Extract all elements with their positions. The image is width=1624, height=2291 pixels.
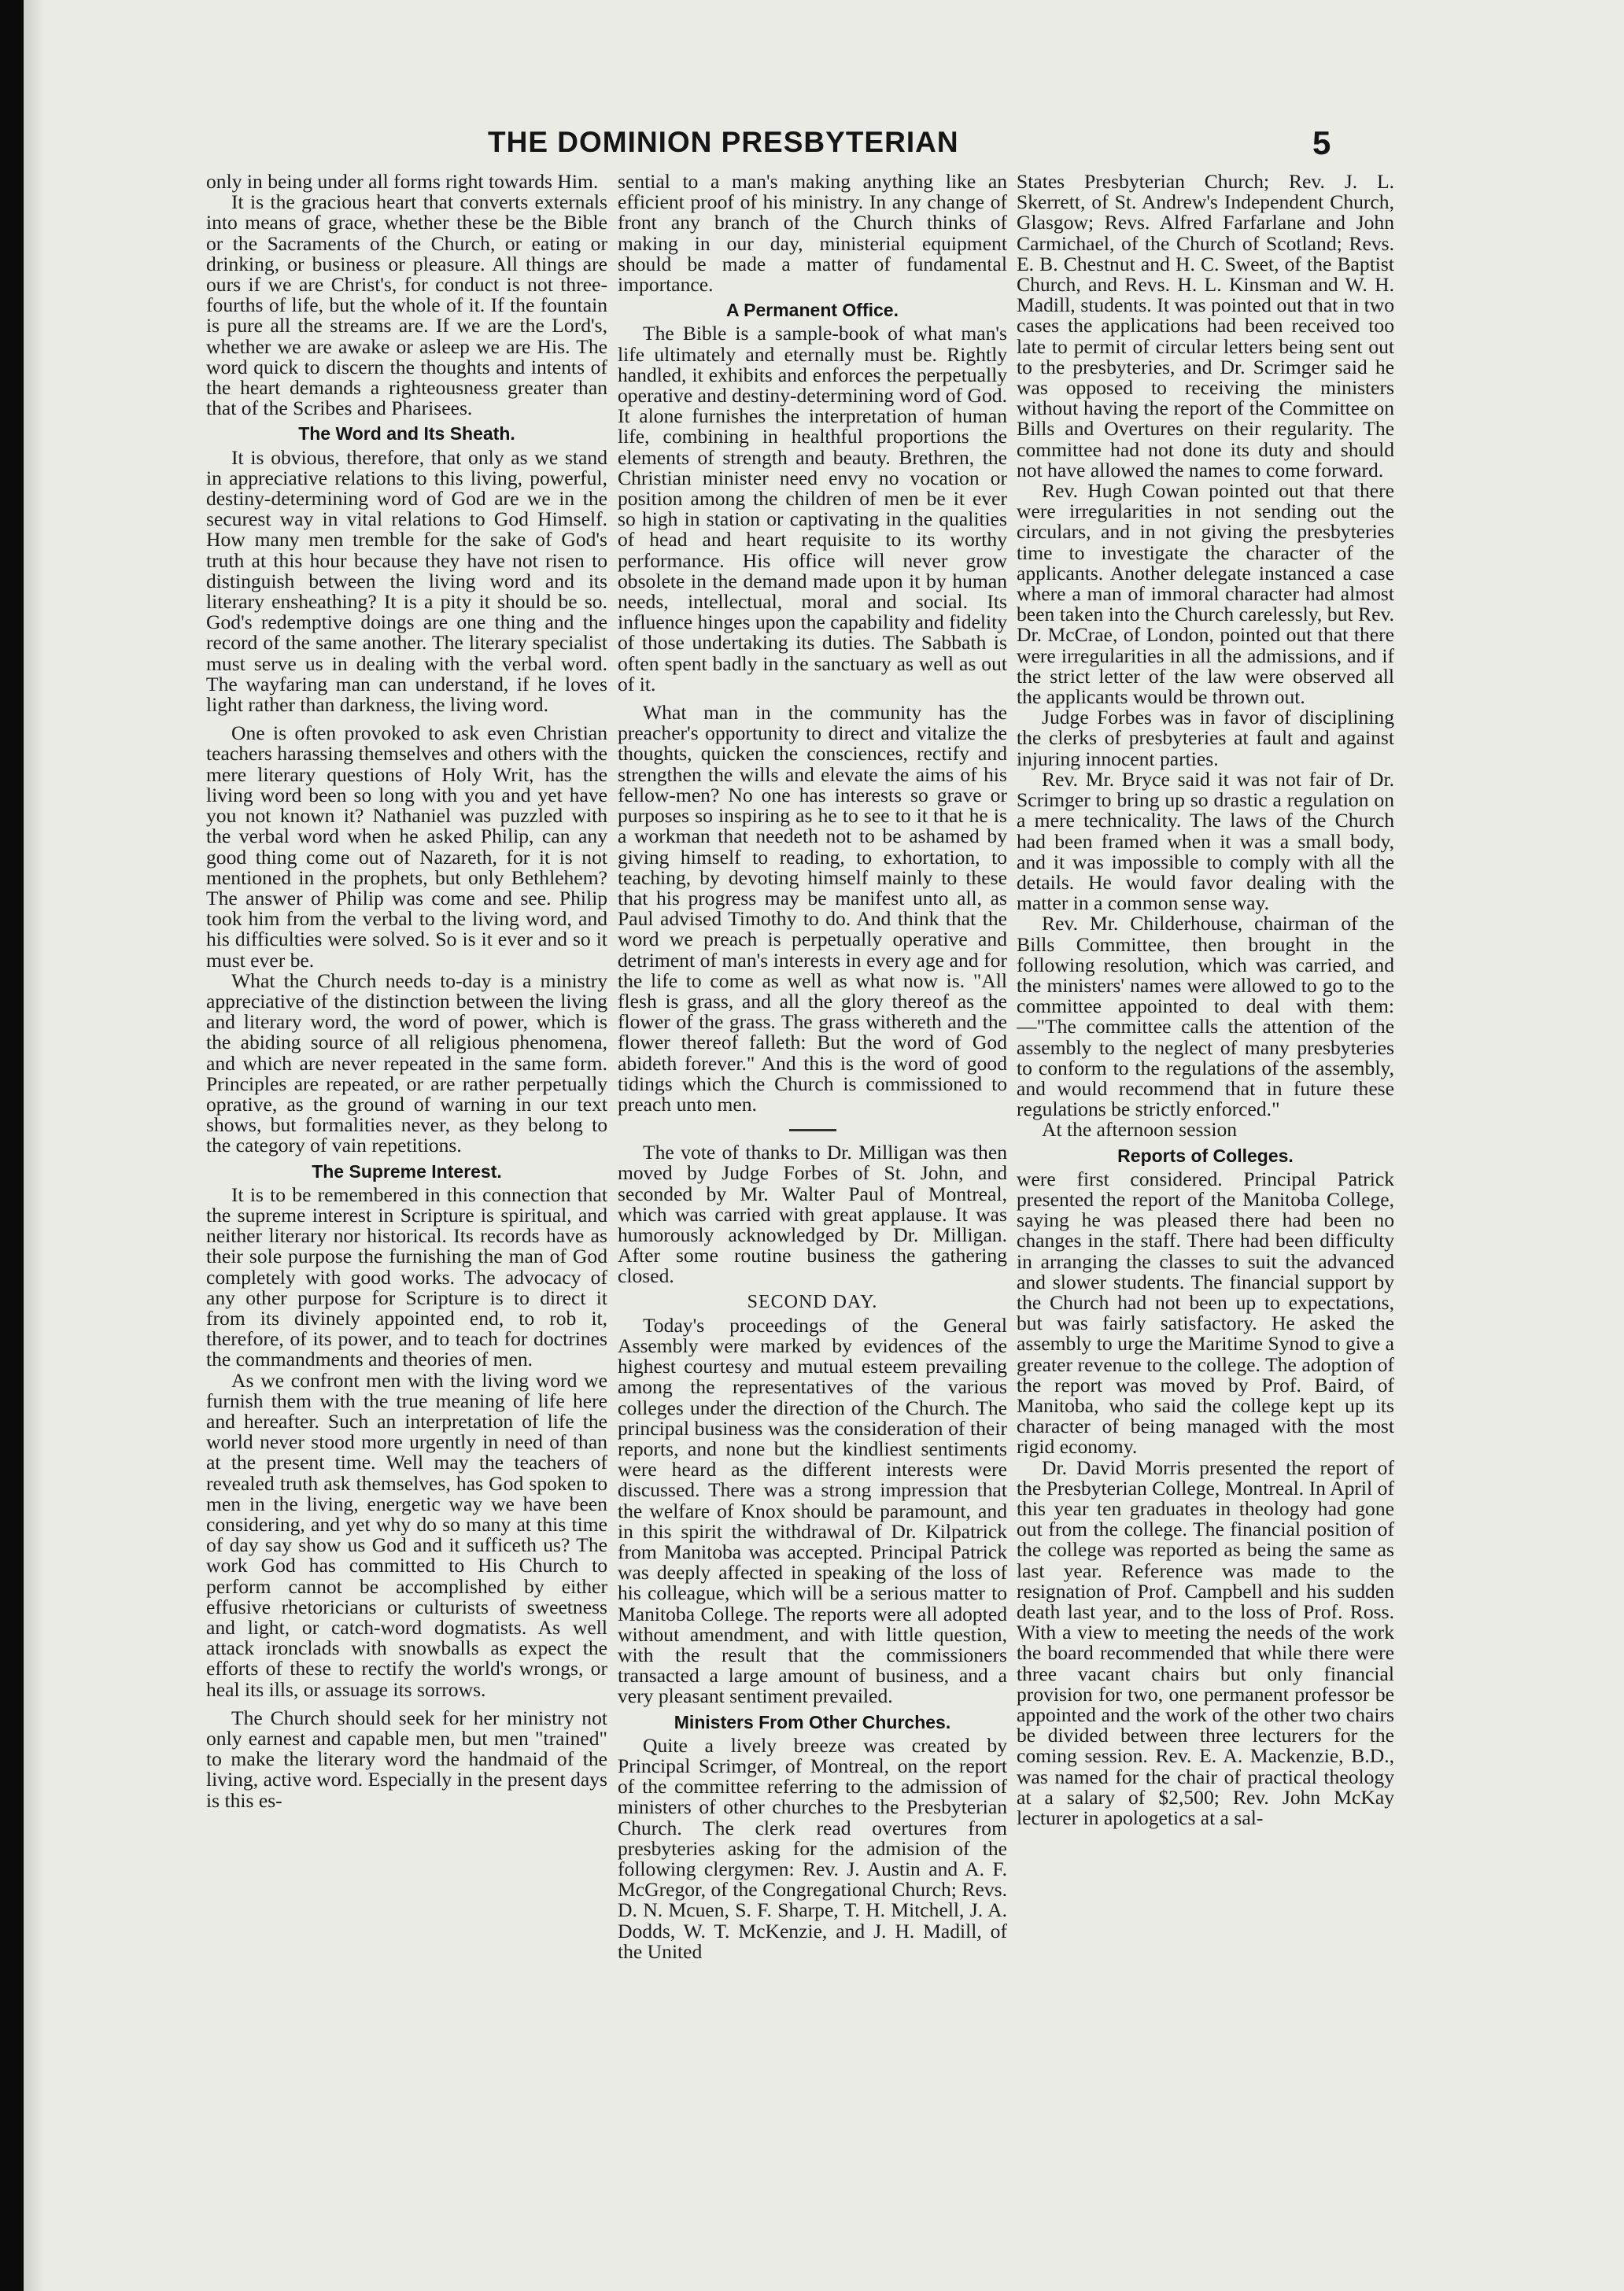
newspaper-page [24,0,1624,2291]
column-2 [618,172,1007,2249]
section-heading: SECOND DAY. [747,1291,878,1312]
publication-title: THE DOMINION PRESBYTERIAN [488,126,959,158]
paragraph: What the Church needs to-day is a ministry appreciative of the distinction between the living and literary word, the word of power, which is the abiding source of all religious phenomena, and which are never repeated in the same form. Principles are repeated, or are rather perpetually oprative, as the ground of warning in our text shows, but formalities never, as they belong to the category of vain repetitions. [206,968,607,1157]
paragraph: It is to be remembered in this connection that the supreme interest in Scripture is spiritual, and neither literary nor historical. Its records have as their sole purpose the furnishing the man of God completely with good works. The advocacy of any other purpose for Scripture is to direct it from its divinely appointed end, to rob it, therefore, of its power, and to teach for doctrines the commandments and theories of men. [206,1182,607,1371]
paragraph: The vote of thanks to Dr. Milligan was then moved by Judge Forbes of St. John, and seconded by Mr. Walter Paul of Montreal, which was carried with great applause. It was humorously acknowledged by Dr. Milligan. After some routine business the gathering closed. [618,1141,1007,1288]
paragraph: were first considered. Principal Patrick presented the report of the Manitoba College, saying he was pleased there had been no changes in the staff. There had been difficulty in arranging the classes to suit the advanced and slower students. The financial support by the Church had not been up to expectations, but was fairly satisfactory. He asked the assembly to urge the Maritime Synod to give a greater revenue to the college. The adoption of the report was moved by Prof. Baird, of Manitoba, who said the college kept up its character of being managed with the most rigid economy. [1017,1167,1394,1459]
paragraph: Rev. Hugh Cowan pointed out that there were irregularities in not sending out the circulars, and in not giving the presbyteries time to investigate the character of the applicants. Another delegate instanced a case where a man of immoral character had almost been taken into the Church carelessly, but Rev. Dr. McCrae, of London, pointed out that there were irregularities in all the admissions, and if the strict letter of the law were observed all the applicants would be thrown out. [1017,479,1394,709]
column-3 [1017,172,1394,2249]
paragraph: sential to a man's making anything like an efficient proof of his ministry. In any change of front any branch of the Church thinks of making in our day, ministerial equipment should be made a matter of fundamental importance. [618,172,1007,297]
section-heading: Reports of Colleges. [1117,1145,1294,1166]
section-rule [789,1129,836,1131]
page-number: 5 [1312,124,1331,161]
section-heading: Ministers From Other Churches. [674,1711,951,1732]
paragraph: At the afternoon session [1042,1118,1238,1142]
paragraph: Judge Forbes was in favor of disciplining the clerks of presbyteries at fault and against injuring innocent parties. [1017,706,1394,770]
paragraph: What man in the community has the preacher's opportunity to direct and vitalize the thoughts, quicken the consciences, rectify and strengthen the wills and elevate the aims of his fellow-men? No one has interests so grave or purposes so inspiring as he to see to it that he is a workman that needeth not to be ashamed by giving himself to reading, to exhortation, to teaching, by devoting himself mainly to these that his progress may be manifest unto all, as Paul advised Timothy to do. And think that the word we preach is perpetually operative and detriment of man's interests in every age and for the life to come as well as what now is. "All flesh is grass, and all the glory thereof as the flower of the grass. The grass withereth and the flower thereof falleth: But the word of God abideth forever." And this is the word of good tidings which the Church is commissioned to preach unto men. [618,701,1007,1116]
paragraph: It is obvious, therefore, that only as we stand in appreciative relations to this living, powerful, destiny-determining word of God are we in the securest way in vital relations to God Himself. How many men tremble for the sake of God's truth at this hour because they have not risen to distinguish between the living word and its literary ensheathing? It is a pity it should be so. God's redemptive doings are one thing and the record of the same another. The literary specialist must serve us in dealing with the verbal word. The wayfaring man can understand, if he loves light rather than darkness, the living word. [206,445,607,717]
paragraph: Dr. David Morris presented the report of the Presbyterian College, Montreal. In April of this year ten graduates in theology had gone out from the college. The financial position of the college was reported as being the same as last year. Reference was made to the resignation of Prof. Campbell and his sudden death last year, and to the loss of Prof. Ross. With a view to meeting the needs of the work the board recommended that while there were three vacant chairs but only financial provision for two, one permanent professor be appointed and the work of the other two chairs be divided between three lecturers for the coming session. Rev. E. A. Mackenzie, B.D., was named for the chair of practical theology at a salary of $2,500; Rev. John McKay lecturer in apologetics at a sal- [1017,1455,1394,1830]
paragraph: States Presbyterian Church; Rev. J. L. Skerrett, of St. Andrew's Independent Church, Glasgow; Revs. Alfred Farfarlane and John Carmichael, of the Church of Scotland; Revs. E. B. Chestnut and H. C. Sweet, of the Baptist Church, and Revs. H. L. Kinsman and W. H. Madill, students. It was pointed out that in two cases the applications had been received too late to permit of circular letters being sent out to the presbyteries, and Dr. Scrimger said he was opposed to receiving the ministers without having the report of the Committee on Bills and Overtures on their regularity. The committee had not done its duty and should not have allowed the names to come forward. [1017,172,1394,481]
paragraph: One is often provoked to ask even Christian teachers harassing themselves and others with the mere literary questions of Holy Writ, has the living word been so long with you and yet have you not known it? Nathaniel was puzzled with the verbal word when he asked Philip, can any good thing come out of Nazareth, for it is not mentioned in the prophets, but only Bethlehem? The answer of Philip was come and see. Philip took him from the verbal to the living word, and his difficulties were solved. So is it ever and so it must ever be. [206,721,607,972]
paragraph: The Bible is a sample-book of what man's life ultimately and eternally must be. Rightly handled, it exhibits and enforces the perpetually operative and destiny-determining word of God. It alone furnishes the interpretation of human life, combining in healthful proportions the elements of strength and beauty. Brethren, the Christian minister need envy no vocation or position among the children of men be it ever so high in station or captivating in the qualities of head and heart requisite to its worthy performance. His office will never grow obsolete in the demand made upon it by human needs, intellectual, moral and social. Its influence hinges upon the capability and fidelity of those undertaking its duties. The Sabbath is often spent badly in the sanctuary as well as out of it. [618,322,1007,695]
paragraph: Today's proceedings of the General Assembly were marked by evidences of the highest courtesy and mutual esteem prevailing among the representatives of the various colleges under the direction of the Church. The principal business was the consideration of their reports, and none but the kindliest sentiments were heard as the different interests were discussed. There was a strong impression that the welfare of Knox should be paramount, and in this spirit the withdrawal of Dr. Kilpatrick from Manitoba was accepted. Principal Patrick was deeply affected in speaking of the loss of his colleague, which will be a serious matter to Manitoba College. The reports were all adopted without amendment, and with little question, with the result that the commissioners transacted a large amount of business, and a very pleasant sentiment prevailed. [618,1313,1007,1708]
paragraph: only in being under all forms right towards Him. [206,172,599,193]
masthead [24,123,1624,170]
paragraph: Rev. Mr. Childerhouse, chairman of the Bills Committee, then brought in the following resolution, which was carried, and the ministers' names were allowed to go to the committee appointed to deal with them:—"The committee calls the attention of the assembly to the neglect of many presbyteries to conform to the regulations of the assembly, and would recommend that in future these regulations be strictly enforced." [1017,912,1394,1121]
paragraph: Rev. Mr. Bryce said it was not fair of Dr. Scrimger to bring up so drastic a regulation on a mere technicality. The laws of the Church had been framed when it was a small body, and it was impossible to comply with all the details. He would favor dealing with the matter in a common sense way. [1017,767,1394,915]
section-heading: The Supreme Interest. [312,1160,502,1182]
paragraph: Quite a lively breeze was created by Principal Scrimger, of Montreal, on the report of the committee referring to the admission of ministers of other churches to the Presbyterian Church. The clerk read overtures from presbyteries asking for the admision of the following clergymen: Rev. J. Austin and A. F. McGregor, of the Congregational Church; Revs. D. N. Mcuen, S. F. Sharpe, T. H. Mitchell, J. A. Dodds, W. T. McKenzie, and J. H. Madill, of the United [618,1733,1007,1963]
paragraph: As we confront men with the living word we furnish them with the true meaning of life here and hereafter. Such an interpretation of life the world never stood more urgently in need of than at the present time. Well may the teachers of revealed truth ask themselves, has God spoken to men in the living, energetic way we have been considering, and yet why do so many at this time of day say show us God and it sufficeth us? The work God has committed to His Church to perform cannot be accomplished by either effusive rhetoricians or culturists of sweetness and light, or catch-word dogmatists. As well attack ironclads with snowballs as expect the efforts of these to rectify the world's wrongs, or heal its ills, or assuage its sorrows. [206,1368,607,1701]
paragraph: The Church should seek for her ministry not only earnest and capable men, but men "trained" to make the literary word the handmaid of the living, active word. Especially in the present days is this es- [206,1706,607,1812]
section-heading: The Word and Its Sheath. [298,423,515,445]
column-1 [206,172,607,2249]
paragraph: It is the gracious heart that converts externals into means of grace, whether these be the Bible or the Sacraments of the Church, or eating or drinking, or business or pleasure. All things are ours if we are Christ's, for conduct is not three-fourths of life, but the whole of it. If the fountain is pure all the streams are. If we are the Lord's, whether we are awake or asleep we are His. The word quick to discern the thoughts and intents of the heart demands a righteousness greater than that of the Scribes and Pharisees. [206,190,607,420]
section-heading: A Permanent Office. [726,300,899,321]
